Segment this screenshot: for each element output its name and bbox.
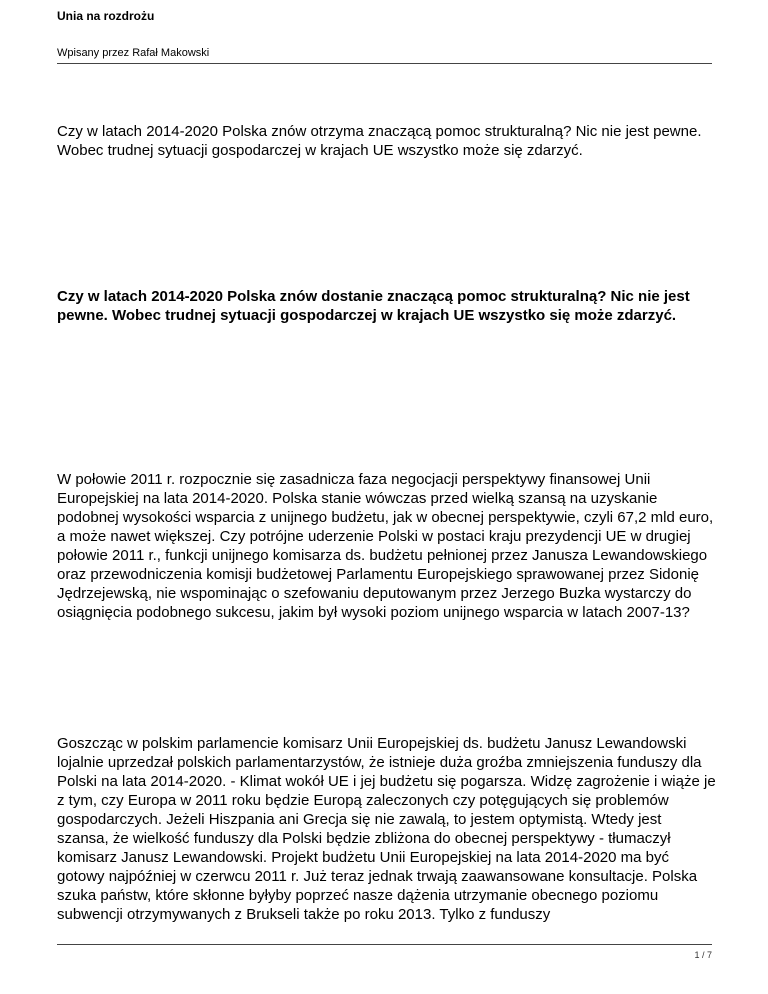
page-number: 1 / 7: [694, 950, 712, 960]
body-paragraph-2: Goszcząc w polskim parlamencie komisarz Unii Europejskiej ds. budżetu Janusz Lewandowski lojalnie uprzedzał polskich parlamentarzystów, że istnieje duża groźba zmniejszenia funduszy dla Polski na lata 2014-2020. - Klimat wokół UE i jej budżetu się pogarsza. Widzę zagrożenie i wiąże je z tym, czy Europa w 2011 roku będzie Europą zaleczonych czy potęgujących się problemów gospodarczych. Jeżeli Hiszpania ani Grecja się nie zawalą, to jestem optymistą. Wtedy jest szansa, że wielkość funduszy dla Polski będzie zbliżona do obecnej perspektywy - tłumaczył komisarz Janusz Lewandowski. Projekt budżetu Unii Europejskiej na lata 2014-2020 ma być gotowy najpóźniej w czerwcu 2011 r. Już teraz jednak trwają zaawansowane konsultacje. Polska szuka państw, które skłonne byłyby poprzeć nasze dążenia utrzymanie obecnego poziomu subwencji otrzymywanych z Brukseli także po roku 2013. Tylko z funduszy: [57, 735, 716, 923]
header-divider: [57, 63, 712, 64]
lead-paragraph: Czy w latach 2014-2020 Polska znów otrzyma znaczącą pomoc strukturalną? Nic nie jest pewne. Wobec trudnej sytuacji gospodarczej w krajach UE wszystko może się zdarzyć.: [57, 123, 702, 159]
lead-bold-paragraph: Czy w latach 2014-2020 Polska znów dostanie znaczącą pomoc strukturalną? Nic nie jest pewne. Wobec trudnej sytuacji gospodarczej w krajach UE wszystko się może zdarzyć.: [57, 288, 690, 324]
page-header: [57, 8, 712, 60]
body-paragraph-1: W połowie 2011 r. rozpocznie się zasadnicza faza negocjacji perspektywy finansowej Unii Europejskiej na lata 2014-2020. Polska stanie wówczas przed wielką szansą na uzyskanie podobnej wysokości wsparcia z unijnego budżetu, jak w obecnej perspektywie, czyli 67,2 mld euro, a może nawet większej. Czy potrójne uderzenie Polski w postaci kraju prezydencji UE w drugiej połowie 2011 r., funkcji unijnego komisarza ds. budżetu pełnionej przez Janusza Lewandowskiego oraz przewodniczenia komisji budżetowej Parlamentu Europejskiego sprawowanej przez Sidonię Jędrzejewską, nie wspominając o szefowaniu deputowanym przez Jerzego Buzka wystarczy do osiągnięcia podobnego sukcesu, jakim był wysoki poziom unijnego wsparcia w latach 2007-13?: [57, 471, 714, 621]
footer-divider: [57, 944, 712, 945]
author-line: Wpisany przez Rafał Makowski: [57, 47, 210, 59]
document-title: Unia na rozdrożu: [57, 9, 155, 23]
